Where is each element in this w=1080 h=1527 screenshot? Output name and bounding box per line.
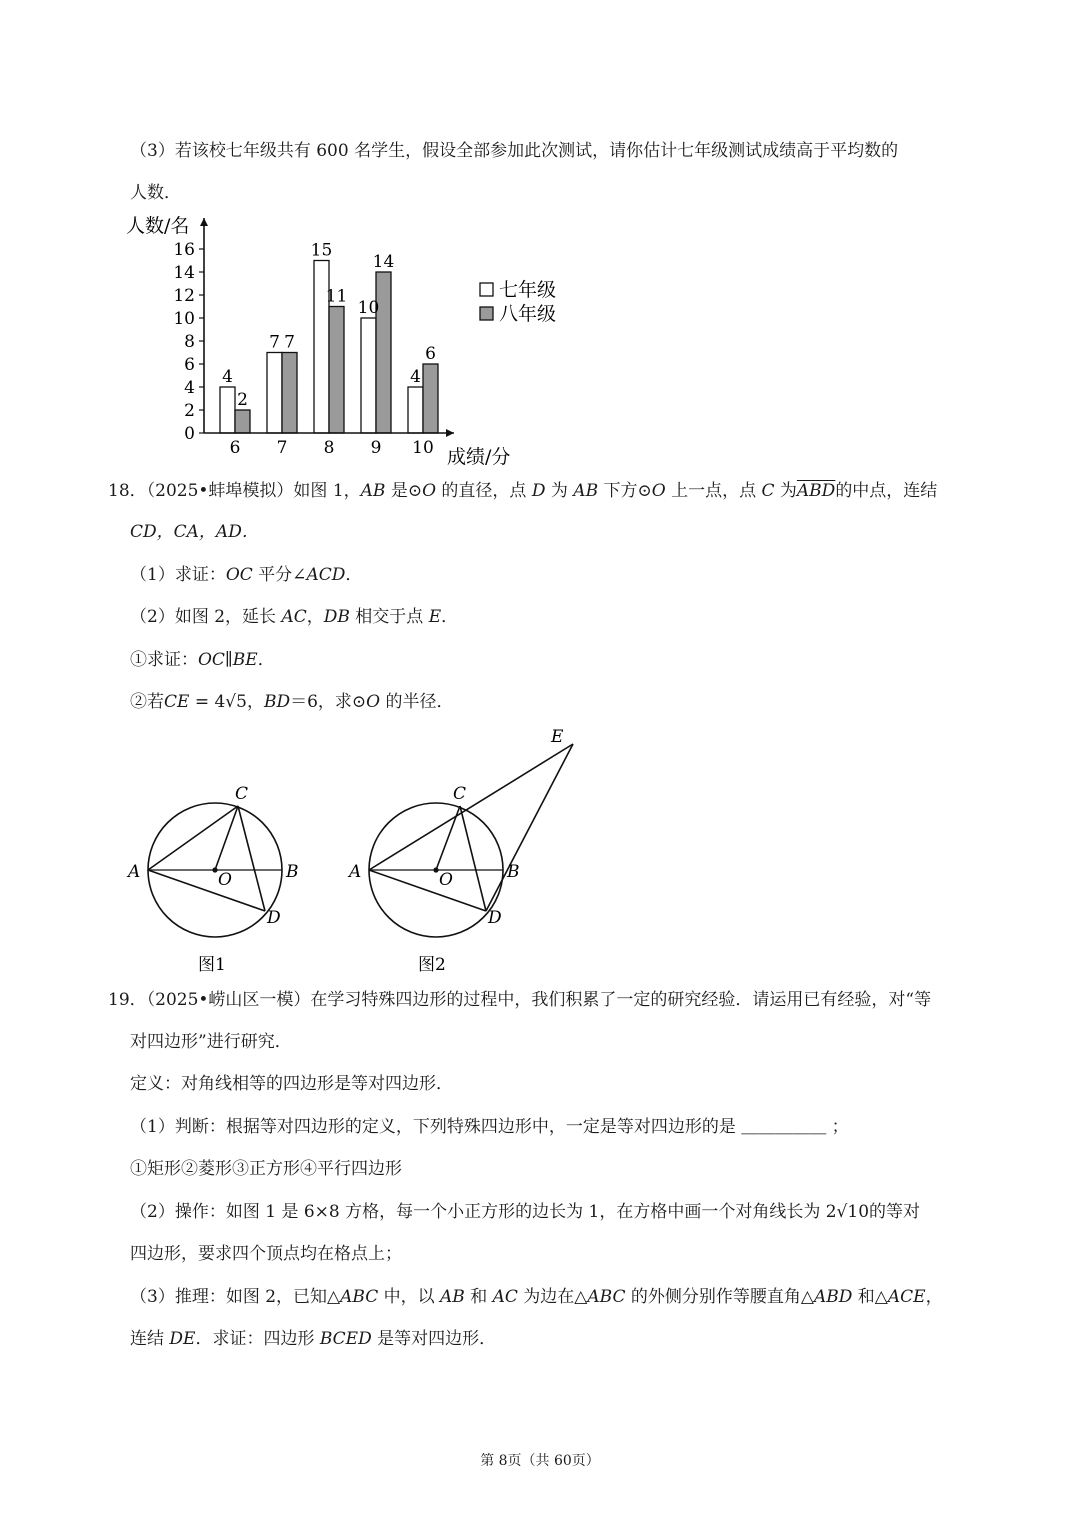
bar-grade8-8 — [329, 307, 344, 434]
fig1-label-b: B — [286, 862, 299, 882]
fig2-label-e: E — [551, 727, 564, 747]
fig1-segment-ac — [148, 806, 238, 870]
fig2-label-d: D — [488, 908, 502, 928]
y-tick-label: 8 — [184, 332, 195, 352]
y-tick-label: 6 — [184, 355, 195, 375]
x-tick-label: 10 — [412, 438, 434, 458]
q18-line1: 18．（2025•蚌埠模拟）如图 1，AB 是⊙O 的直径，点 D 为 AB 下方⊙O 上一点，点 C 为$\overline{ABD}$的中点，连结 — [108, 481, 938, 501]
fig2-label-o: O — [439, 870, 453, 890]
legend-swatch-grade7 — [480, 283, 493, 296]
bar-value-label: 4 — [222, 367, 233, 387]
q19-part2-line2: 四边形，要求四个顶点均在格点上； — [130, 1244, 402, 1264]
q18-sub2: （2）如图 2，延长 AC，DB 相交于点 E． — [130, 607, 459, 627]
bar-chart — [124, 210, 584, 470]
bar-value-label: 2 — [237, 390, 248, 410]
bar-grade7-6 — [220, 387, 235, 433]
x-tick-label: 7 — [276, 438, 288, 458]
x-tick-label: 8 — [323, 438, 335, 458]
fig2-label-a: A — [349, 862, 362, 882]
bar-value-label: 14 — [372, 252, 395, 272]
legend-label: 七年级 — [499, 279, 557, 301]
bar-value-label: 7 — [284, 332, 295, 353]
y-tick-label: 4 — [184, 378, 195, 398]
arc-abd: $\overline{ABD}$ — [796, 481, 836, 501]
q19-definition: 定义：对角线相等的四边形是等对四边形． — [130, 1074, 453, 1094]
q18-line2: CD，CA，AD． — [130, 522, 259, 542]
bar-value-label: 6 — [425, 344, 436, 364]
q19-line1: 19．（2025•崂山区一模）在学习特殊四边形的过程中，我们积累了一定的研究经验．请运用已有经验，对“等 — [108, 990, 932, 1010]
bar-grade7-7 — [267, 353, 282, 434]
fig2-label-b: B — [507, 862, 520, 882]
q18-sub2-1: ①求证：OC∥BE． — [130, 650, 275, 670]
fig2-segment-ad — [369, 870, 486, 911]
bar-grade7-9 — [361, 318, 376, 433]
fig1-segment-oc — [215, 806, 238, 870]
q19-line2: 对四边形”进行研究． — [130, 1032, 292, 1052]
fig1-label-c: C — [235, 784, 249, 804]
bar-grade8-6 — [235, 410, 250, 433]
x-tick-label: 6 — [229, 438, 241, 458]
x-axis-title: 成绩/分 — [447, 446, 511, 468]
fig2-segment-oc — [436, 806, 460, 870]
x-tick-label: 9 — [370, 438, 382, 458]
y-tick-label: 16 — [173, 240, 195, 260]
bar-value-label: 10 — [357, 298, 380, 318]
q17-part3-line2: 人数． — [130, 183, 181, 203]
geometry-figures — [120, 722, 590, 982]
bar-value-label: 15 — [310, 240, 333, 261]
figure-2 — [369, 744, 573, 937]
y-tick-label: 12 — [173, 286, 195, 306]
bar-value-label: 11 — [325, 286, 348, 307]
q18-sub2-2: ②若CE = 4√5，BD＝6，求⊙O 的半径． — [130, 692, 454, 712]
fig1-label-a: A — [128, 862, 141, 882]
y-tick-label: 2 — [184, 401, 195, 421]
fig2-line-de — [486, 744, 573, 911]
fig1-label-d: D — [267, 908, 281, 928]
q19-part1: （1）判断：根据等对四边形的定义，下列特殊四边形中，一定是等对四边形的是 ＿＿＿＿＿ ； — [130, 1117, 849, 1137]
bar-value-label: 7 — [269, 332, 280, 353]
bar-grade7-10 — [408, 387, 423, 433]
fig1-segment-ad — [148, 870, 265, 911]
fig1-caption: 图1 — [198, 955, 226, 975]
bar-grade8-10 — [423, 364, 438, 433]
y-axis-title: 人数/名 — [126, 215, 190, 237]
y-tick-label: 0 — [184, 424, 195, 444]
y-tick-label: 14 — [173, 263, 195, 283]
fig2-caption: 图2 — [418, 955, 446, 975]
q19-part3-line1: （3）推理：如图 2，已知△ABC 中，以 AB 和 AC 为边在△ABC 的外侧分别作等腰直角△ABD 和△ACE， — [130, 1287, 943, 1307]
q18-sub1: （1）求证：OC 平分∠ACD． — [130, 565, 363, 585]
fig1-label-o: O — [218, 870, 232, 890]
q19-part3-line2: 连结 DE．求证：四边形 BCED 是等对四边形． — [130, 1329, 497, 1349]
bar-grade8-9 — [376, 272, 391, 433]
bar-value-label: 4 — [410, 367, 421, 387]
fig2-center-dot — [433, 867, 438, 872]
legend-label: 八年级 — [499, 303, 557, 325]
legend-swatch-grade8 — [480, 307, 493, 320]
fig2-label-c: C — [453, 784, 467, 804]
q19-options: ①矩形②菱形③正方形④平行四边形 — [130, 1159, 402, 1179]
bar-grade8-7 — [282, 353, 297, 434]
q19-part2-line1: （2）操作：如图 1 是 6×8 方格，每一个小正方形的边长为 1，在方格中画一个对角线长为 2√10的等对 — [130, 1202, 921, 1222]
page-footer: 第 8页（共 60页） — [480, 1453, 600, 1469]
fig1-center-dot — [212, 867, 217, 872]
q17-part3-line1: （3）若该校七年级共有 600 名学生，假设全部参加此次测试，请你估计七年级测试成绩高于平均数的 — [130, 141, 899, 161]
y-tick-label: 10 — [173, 309, 195, 329]
